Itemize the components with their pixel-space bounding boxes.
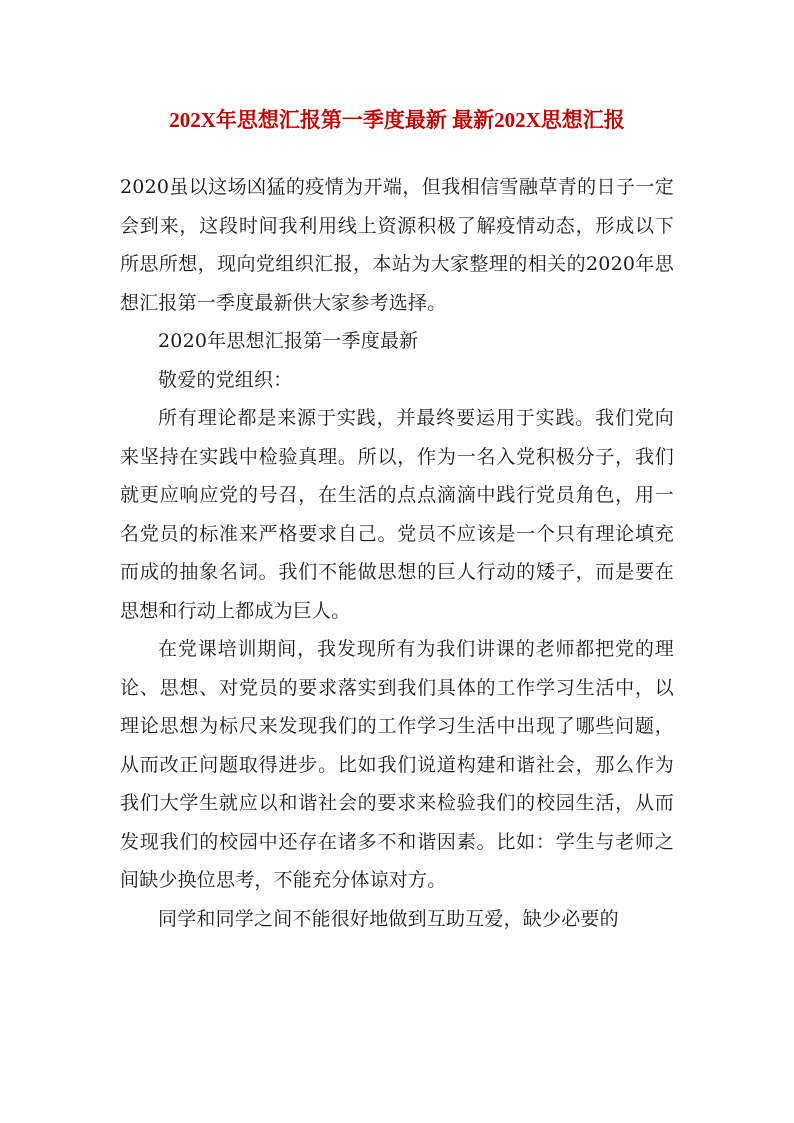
paragraph-salutation: 敬爱的党组织： — [158, 368, 293, 391]
paragraph-intro: 2020虽以这场凶猛的疫情为开端，但我相信雪融草青的日子一定会到来，这段时间我利用线上资源积极了解疫情动态，形成以下所思所想，现向党组织汇报，本站为大家整理的相关的2020年思想汇报第一季度最新供大家参考选择。 — [120, 176, 674, 314]
paragraph-body: 同学和同学之间不能很好地做到互助互爱，缺少必要的 — [158, 907, 619, 930]
document-title: 202X年思想汇报第一季度最新 最新202X思想汇报 — [169, 108, 625, 132]
paragraph-body: 所有理论都是来源于实践，并最终要运用于实践。我们党向来坚持在实践中检验真理。所以，作为一名入党积极分子，我们就更应响应党的号召，在生活的点点滴滴中践行党员角色，用一名党员的标准来严格要求自己。党员不应该是一个只有理论填充而成的抽象名词。我们不能做思想的巨人行动的矮子，而是要在思想和行动上都成为巨人。 — [120, 407, 674, 622]
document-body — [120, 168, 674, 938]
paragraph-subtitle: 2020年思想汇报第一季度最新 — [158, 330, 419, 352]
paragraph-body: 在党课培训期间，我发现所有为我们讲课的老师都把党的理论、思想、对党员的要求落实到我们具体的工作学习生活中，以理论思想为标尺来发现我们的工作学习生活中出现了哪些问题，从而改正问题取得进步。比如我们说道构建和谐社会，那么作为我们大学生就应以和谐社会的要求来检验我们的校园生活，从而发现我们的校园中还存在诸多不和谐因素。比如：学生与老师之间缺少换位思考，不能充分体谅对方。 — [120, 638, 674, 891]
